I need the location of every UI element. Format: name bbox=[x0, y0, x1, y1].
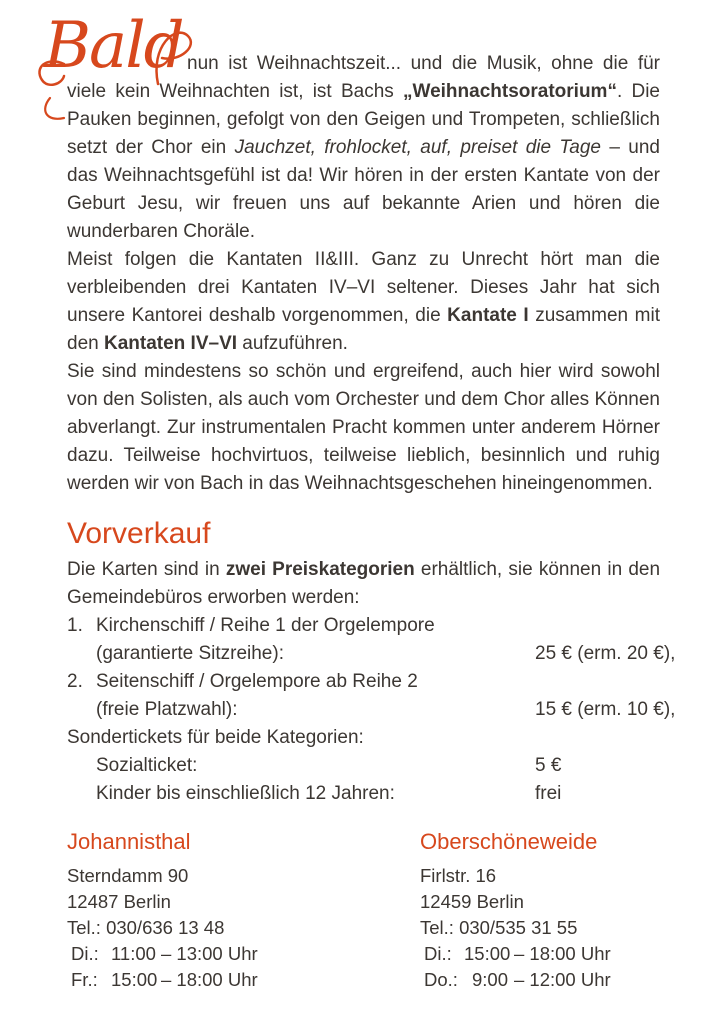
hours-end-time: – 12:00 Uhr bbox=[514, 969, 611, 990]
highlight-kantate-1: Kantate I bbox=[447, 305, 529, 326]
office-johannisthal-hours-1 bbox=[67, 941, 420, 967]
price-item-1-price: 25 € (erm. 20 €), bbox=[535, 643, 676, 664]
price-item-2-price: 15 € (erm. 10 €), bbox=[535, 699, 676, 720]
office-johannisthal-city: 12487 Berlin bbox=[67, 891, 171, 912]
price-item-1-title-row bbox=[67, 612, 660, 640]
hours-day: Di.: bbox=[71, 943, 99, 964]
intro-p2-text: zusammen mit den bbox=[67, 305, 660, 354]
intro-p2-text: Meist folgen die Kantaten II&III. Ganz zu Unrecht hört man die verbleibenden drei Kantaten IV–VI seltener. Dieses Jahr hat sich unsere Kantorei deshalb vorgenommen, die bbox=[67, 249, 660, 326]
price-item-2-number: 2. bbox=[67, 671, 83, 692]
hours-start-time: 9:00 bbox=[471, 969, 508, 990]
highlight-weihnachtsoratorium: „Weihnachtsoratorium“ bbox=[403, 81, 617, 102]
hours-start-time: 15:00 bbox=[111, 969, 158, 990]
intro-p3-text: Sie sind mindestens so schön und ergreifend, auch hier wird sowohl von den Solisten, als auch vom Orchester und dem Chor alles Können abverlangt. Zur instrumentalen Pracht kommen unter anderem Hörner dazu. Teilweise hochvirtuos, teilweise lieblich, besinnlich und ruhig werden wir von Bach in das Weihnachtsgeschehen hineingenommen. bbox=[67, 361, 660, 494]
hours-end-time: – 18:00 Uhr bbox=[161, 969, 258, 990]
special-ticket-sozial-price: 5 € bbox=[535, 755, 562, 776]
special-tickets-heading: Sondertickets für beide Kategorien: bbox=[67, 727, 364, 748]
highlight-zwei-preiskategorien: zwei Preiskategorien bbox=[225, 559, 415, 580]
special-ticket-sozial-row bbox=[67, 752, 660, 780]
quote-jauchzet-frohlocket: Jauchzet, frohlocket, auf, preiset die Tage bbox=[234, 137, 601, 158]
hours-end-time: – 13:00 Uhr bbox=[161, 943, 258, 964]
intro-p2-text: aufzuführen. bbox=[237, 333, 348, 354]
office-oberschoeneweide-city: 12459 Berlin bbox=[420, 891, 524, 912]
vorverkauf-intro bbox=[67, 556, 660, 612]
office-johannisthal-hours-2 bbox=[67, 967, 420, 993]
decorative-drop-word: Bald bbox=[44, 9, 183, 83]
office-oberschoeneweide-name: Oberschöneweide bbox=[420, 829, 598, 854]
office-johannisthal-name: Johannisthal bbox=[67, 829, 191, 854]
hours-end-time: – 18:00 Uhr bbox=[514, 943, 611, 964]
vorverkauf-intro-text: Die Karten sind in bbox=[67, 559, 226, 580]
intro-p1-text: . Die Pauken beginnen, gefolgt von den Geigen und Trompeten, schließlich setzt der Chor ein bbox=[67, 81, 660, 158]
hours-start-time: 15:00 bbox=[464, 943, 511, 964]
hours-start-time: 11:00 bbox=[111, 943, 156, 964]
office-oberschoeneweide-phone: Tel.: 030/535 31 55 bbox=[420, 917, 578, 938]
vorverkauf-heading: Vorverkauf bbox=[67, 517, 211, 550]
office-johannisthal-street: Sterndamm 90 bbox=[67, 865, 189, 886]
vorverkauf-intro-text: erhältlich, sie können in den Gemeindebüros erworben werden: bbox=[67, 559, 661, 608]
highlight-kantaten-4-6: Kantaten IV–VI bbox=[103, 333, 238, 354]
intro-p1-text: – und das Weihnachtsgefühl ist da! Wir hören in der ersten Kantate von der Geburt Jesu, wir freuen uns auf bekannte Arien und hören die wunderbaren Choräle. bbox=[67, 137, 660, 242]
price-list bbox=[67, 612, 676, 808]
price-item-1-title: Kirchenschiff / Reihe 1 der Orgelempore bbox=[96, 615, 435, 636]
office-oberschoeneweide-street: Firlstr. 16 bbox=[420, 865, 497, 886]
office-oberschoeneweide bbox=[420, 828, 660, 993]
special-ticket-kinder-price: frei bbox=[535, 783, 562, 804]
intro-p1-text: nun ist Weihnachtszeit... und die Musik, ohne die für viele kein Weihnachten ist, ist Bachs bbox=[67, 53, 660, 102]
special-ticket-kinder-label: Kinder bis einschließlich 12 Jahren: bbox=[96, 783, 395, 804]
office-contact-section bbox=[67, 828, 660, 993]
price-item-1-number: 1. bbox=[67, 615, 83, 636]
price-item-2-title: Seitenschiff / Orgelempore ab Reihe 2 bbox=[96, 671, 418, 692]
office-johannisthal bbox=[67, 828, 420, 993]
office-johannisthal-phone: Tel.: 030/636 13 48 bbox=[67, 917, 225, 938]
intro-paragraph-2 bbox=[67, 246, 660, 358]
office-oberschoeneweide-hours-1 bbox=[420, 941, 660, 967]
office-oberschoeneweide-hours-2 bbox=[420, 967, 660, 993]
price-item-2-price-row bbox=[67, 696, 676, 724]
price-item-2-subtitle: (freie Platzwahl): bbox=[96, 699, 238, 720]
price-item-2-title-row bbox=[67, 668, 660, 696]
price-item-1-price-row bbox=[67, 640, 676, 668]
special-ticket-kinder-row bbox=[67, 780, 660, 808]
hours-day: Di.: bbox=[424, 943, 452, 964]
intro-paragraph-3 bbox=[67, 358, 660, 498]
special-ticket-sozial-label: Sozialticket: bbox=[96, 755, 198, 776]
hours-day: Fr.: bbox=[71, 969, 98, 990]
price-item-1-subtitle: (garantierte Sitzreihe): bbox=[96, 643, 284, 664]
hours-day: Do.: bbox=[424, 969, 458, 990]
